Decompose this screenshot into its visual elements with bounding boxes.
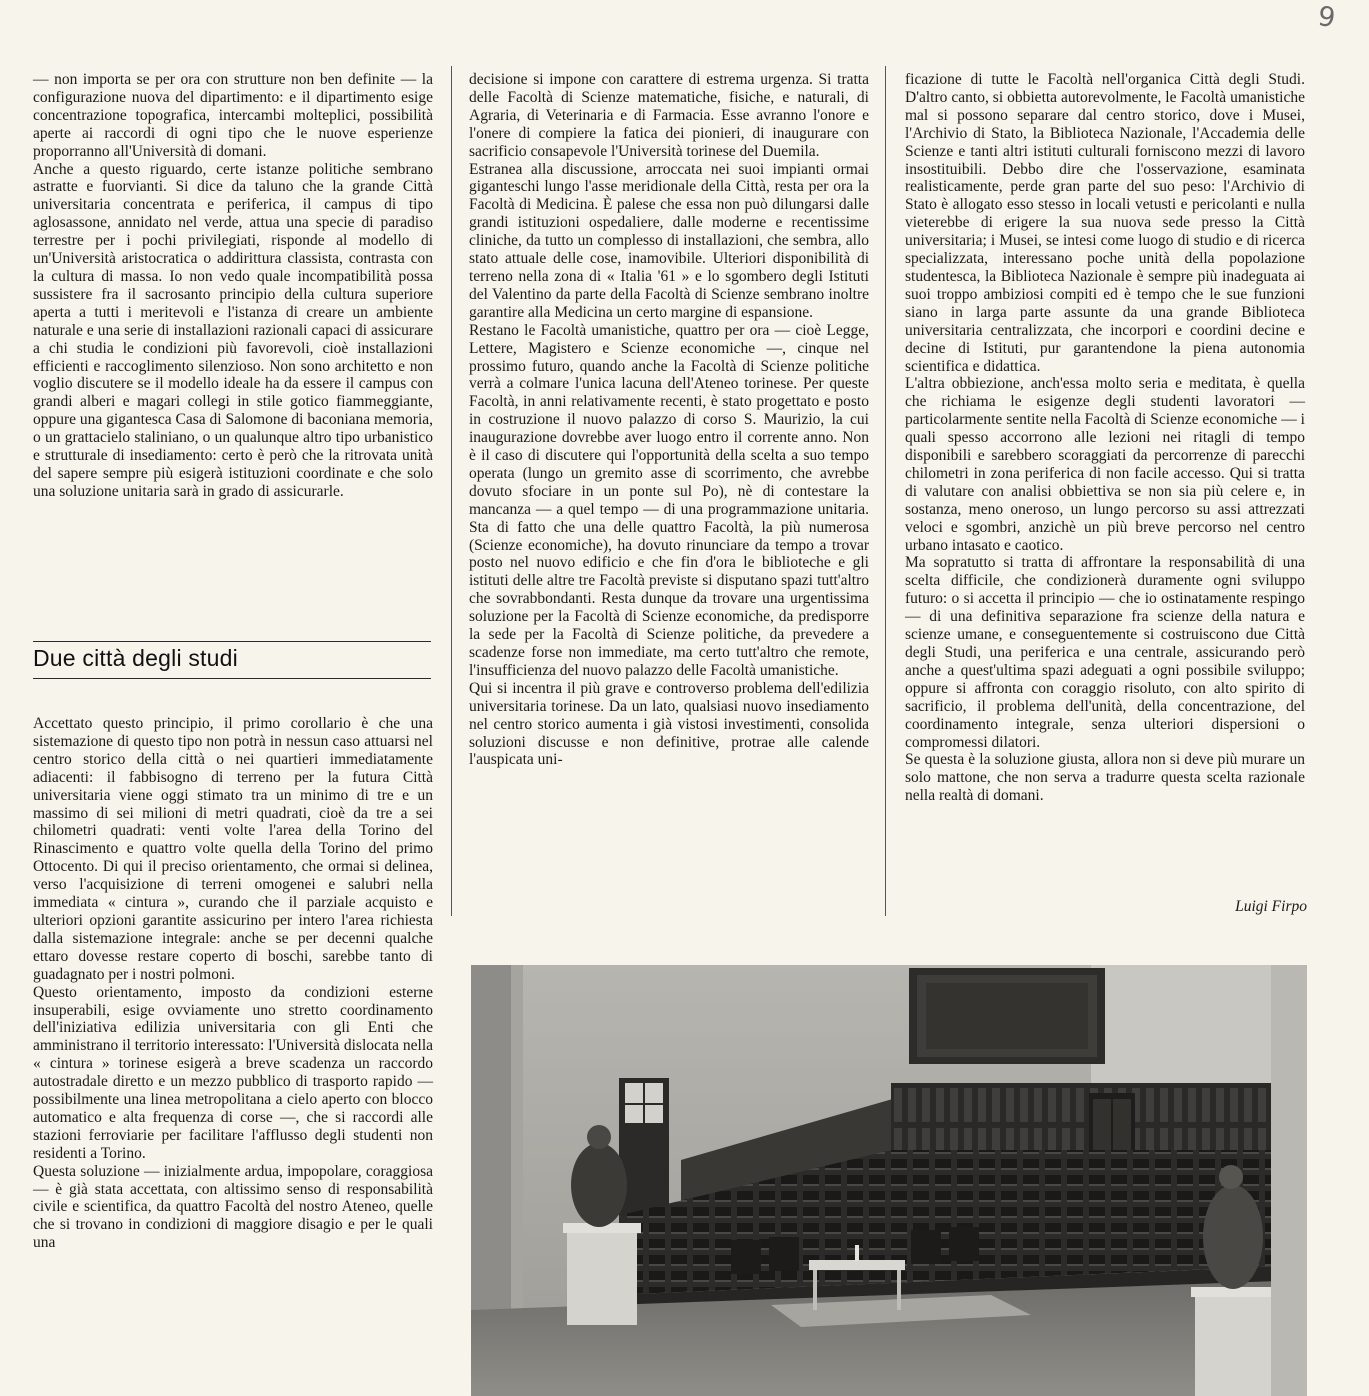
aula-magna-photograph <box>471 965 1307 1396</box>
column-1-bottom <box>33 715 433 1252</box>
column-divider <box>451 66 452 916</box>
paragraph: L'altra obbiezione, anch'essa molto seria e meditata, è quella che richiama le esigenze degli studenti lavoratori — particolarmente sentite nella Facoltà di Scienze economiche — i quali spesso accorrono alle lezioni nei ritagli di tempo disponibili e sarebbero scoraggiati da percorrenze di parecchi chilometri in zona periferica di non facile accesso. Qui si tratta di valutare con analisi obbiettiva se non sia più celere e, in sostanza, meno oneroso, un lungo percorso su assi attrezzati veloci e sgombri, anzichè un più breve percorso nel centro urbano intasato e caotico. <box>905 375 1305 554</box>
author-signature: Luigi Firpo <box>1235 898 1307 915</box>
section-heading: Due città degli studi <box>33 645 238 671</box>
paragraph: decisione si impone con carattere di estrema urgenza. Si tratta delle Facoltà di Scienze matematiche, fisiche, e naturali, di Agraria, di Veterinaria e di Farmacia. Esse avranno l'onore e l'onere di compiere la fatica dei pionieri, di inaugurare con sacrificio consapevole l'Università torinese del Duemila. <box>469 71 869 160</box>
paragraph: Questo orientamento, imposto da condizioni esterne insuperabili, esige ovviamente uno stretto coordinamento dell'iniziativa edilizia universitaria con gli Enti che amministrano il territorio interessato: l'Università dislocata nella « cintura » torinese esigerà a breve scadenza un raccordo autostradale diretto e un mezzo pubblico di trasporto rapido — possibilmente una linea metropolitana a cielo aperto con blocco automatico e alta frequenza di corse —, che si raccordi alle stazioni ferroviarie per facilitare l'afflusso degli studenti non residenti a Torino. <box>33 983 433 1162</box>
paragraph: Anche a questo riguardo, certe istanze politiche sembrano astratte e fuorvianti. Si dice da taluno che la grande Città universitaria concentrata e periferica, il campus di tipo aglosassone, annidato nel verde, attua una specie di paradiso terrestre per i pochi privilegiati, risponde al modello di un'Università aristocratica o addirittura classista, contrasta con la cultura di massa. Io non vedo quale incompatibilità possa sussistere fra il sacrosanto principio della cultura superiore aperta a tutti i meritevoli e l'istanza di creare un ambiente naturale e una serie di installazioni razionali capaci di assicurare a chi studia le condizioni più favorevoli, cioè installazioni efficienti e raccoglimento silenzioso. Non sono architetto e non voglio discutere se il modello ideale ha da essere il campus con grandi alberi e magari collegi in stile gotico fiammeggiante, oppure una gigantesca Casa di Salomone di baconiana memoria, o un grattacielo staliniano, o un qualunque altro tipo urbanistico e strutturale di insediamento: certo è però che la ritrovata unità del sapere sempre più esigerà istituzioni coordinate e che solo una soluzione unitaria sarà in grado di assicurarle. <box>33 160 433 500</box>
paragraph: Ma sopratutto si tratta di affrontare la responsabilità di una scelta difficile, che condizionerà duramente ogni sviluppo futuro: o si accetta il principio — che io ostinatamente respingo — di una definitiva separazione fra scienze della natura e scienze umane, e conseguentemente si costruiscono due Città degli Studi, una periferica e una centrale, assicurando però anche a quest'ultima spazi adeguati a ogni possibile sviluppo; oppure si affronta con coraggio risoluto, con alto spirito di sacrificio, il problema dell'unità, della concentrazione, del coordinamento integrale, senza ulteriori dispersioni o compromessi dilatori. <box>905 554 1305 751</box>
paragraph: Restano le Facoltà umanistiche, quattro per ora — cioè Legge, Lettere, Magistero e Scienze economiche —, cinque nel prossimo futuro, quando anche la Facoltà di Scienze politiche verrà a colmare l'unica lacuna dell'Ateneo torinese. Per queste Facoltà, in anni relativamente recenti, è stato progettato e posto in costruzione il nuovo palazzo di corso S. Maurizio, la cui inaugurazione dovrebbe aver luogo entro il corrente anno. Non è il caso di discutere qui l'opportunità della scelta a suo tempo operata (lungo un gremito asse di scorrimento, che avrebbe dovuto sfociare in un ponte sul Po), nè di contestare la mancanza — a quel tempo — di una programmazione unitaria. Sta di fatto che una delle quattro Facoltà, la più numerosa (Scienze economiche), ha dovuto rinunciare da tempo a trovar posto nel nuovo edificio e che fin d'ora le biblioteche e gli istituti delle altre tre Facoltà previste si disputano spazi tutt'altro che sovrabbondanti. Resta dunque da trovare una urgentissima soluzione per la Facoltà di Scienze economiche, da predisporre la sede per la Facoltà di Scienze politiche, da prevedere a scadenze forse non immediate, ma certo tutt'altro che remote, l'insufficienza del nuovo palazzo delle Facoltà umanistiche. <box>469 321 869 679</box>
paragraph: Qui si incentra il più grave e controverso problema dell'edilizia universitaria torinese. Da un lato, qualsiasi nuovo insediamento nel centro storico aumenta i già vistosi investimenti, consolida soluzioni discusse e non definitive, protrae alle calende l'auspicata uni- <box>469 679 869 769</box>
column-1-top <box>33 71 433 501</box>
column-2 <box>469 71 869 769</box>
page-number: 9 <box>1315 0 1338 35</box>
aula-magna-illustration <box>471 965 1307 1396</box>
column-divider <box>885 66 886 916</box>
heading-rule-bottom <box>33 678 431 679</box>
paragraph: Accettato questo principio, il primo corollario è che una sistemazione di questo tipo non potrà in nessun caso attuarsi nel centro storico della città o nei quartieri immediatamente adiacenti: il fabbisogno di terreno per la futura Città universitaria viene oggi stimato tra un minimo di tre e un massimo di sei milioni di metri quadrati, cioè da tre a sei chilometri quadrati: venti volte l'area della Torino del Rinascimento e quattro volte quella della Torino del primo Ottocento. Di qui il preciso orientamento, che ormai si delinea, verso l'acquisizione di terreni omogenei e salubri nella immediata « cintura », curando che il parziale acquisto e ulteriori opzioni garantite assicurino per intero l'area richiesta dalla sistemazione integrale: anche se per decenni qualche ettaro dovesse restare coperto di boschi, sarebbe tanto di guadagnato per i nostri polmoni. <box>33 715 433 983</box>
paragraph: Estranea alla discussione, arroccata nei suoi impianti ormai giganteschi lungo l'asse meridionale della Città, resta per ora la Facoltà di Medicina. È palese che essa non può dilungarsi dalle grandi istituzioni ospedaliere, dalle moderne e recentissime cliniche, da tutto un complesso di installazioni, che sembra, allo stato attuale delle cose, inamovibile. Ulteriori disponibilità di terreno nella zona di « Italia '61 » e lo sgombero degli Istituti del Valentino da parte della Facoltà di Scienze sembrano inoltre garantire alla Medicina un certo margine di espansione. <box>469 160 869 321</box>
heading-rule-top <box>33 641 431 642</box>
paragraph: ficazione di tutte le Facoltà nell'organica Città degli Studi. D'altro canto, si obbietta autorevolmente, le Facoltà umanistiche mal si possono separare dal centro storico, dove i Musei, l'Archivio di Stato, la Biblioteca Nazionale, l'Accademia delle Scienze e tanti altri istituti culturali forniscono mezzi di lavoro insostituibili. Debbo dire che l'osservazione, esaminata realisticamente, perde gran parte del suo peso: l'Archivio di Stato è allogato esso stesso in locali vetusti e pericolanti e nulla vieterebbe di erigere la sua nuova sede presso la Città universitaria; i Musei, se intesi come luogo di studio e di ricerca specializzata, interessano poche unità della popolazione studentesca, la Biblioteca Nazionale è sempre più inadeguata ai suoi troppo ambiziosi compiti ed è tempo che le sue funzioni siano in larga parte assunte da una grande Biblioteca universitaria centralizzata, che incorpori e coordini decine e decine di Istituti, pur garantendone la piena autonomia scientifica e didattica. <box>905 71 1305 375</box>
paragraph: Se questa è la soluzione giusta, allora non si deve più murare un solo mattone, che non serva a tradurre questa scelta razionale nella realtà di domani. <box>905 751 1305 805</box>
column-3 <box>905 71 1305 805</box>
paragraph: Questa soluzione — inizialmente ardua, impopolare, coraggiosa — è già stata accettata, con altissimo senso di responsabilità civile e scientifica, da quattro Facoltà del nostro Ateneo, quelle che si trovano in condizioni di maggiore disagio e per le quali una <box>33 1162 433 1252</box>
paragraph: — non importa se per ora con strutture non ben definite — la configurazione nuova del dipartimento: e il dipartimento esige concentrazione topografica, intercambi molteplici, possibilità aperte ai raccordi di ogni tipo che le nuove esperienze proporranno all'Università di domani. <box>33 71 433 160</box>
